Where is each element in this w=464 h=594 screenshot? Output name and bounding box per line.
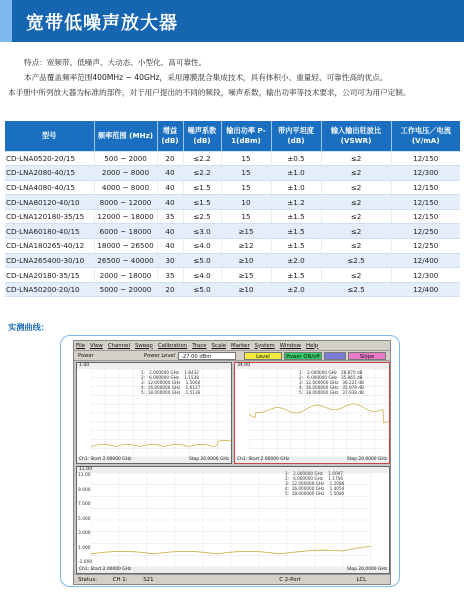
power-level-field[interactable]: -27.00 dBm	[178, 352, 236, 360]
table-header-cell: 输入输出驻波比 (VSWR)	[321, 121, 391, 151]
table-cell: ≤1.5	[183, 180, 221, 195]
table-cell: 4000 ~ 8000	[94, 180, 157, 195]
table-cell: 2000 ~ 8000	[94, 166, 157, 181]
table-cell: CD-LNA120180-35/15	[5, 209, 94, 224]
y-tick-label: -1.000	[78, 560, 93, 565]
table-cell: 12/150	[391, 151, 460, 166]
status-label: Status:	[78, 577, 97, 583]
chart-footer	[235, 457, 389, 463]
table-row	[5, 282, 460, 297]
table-row	[5, 253, 460, 268]
chart-gain-top	[234, 362, 390, 464]
y-tick-label: 11.00	[78, 473, 91, 478]
y-tick-label: 1.000	[78, 545, 91, 551]
table-cell: ≤2	[321, 224, 391, 239]
table-cell: CD-LNA0520-20/15	[5, 151, 94, 166]
start-label: Ch1: Start 2.00000 GHz	[79, 567, 132, 572]
table-cell: ≤3.0	[183, 224, 221, 239]
table-cell: CD-LNA180265-40/12	[5, 239, 94, 254]
table-header-cell: 噪声系数 (dB)	[183, 121, 221, 151]
table-header-cell: 工作电压／电流 (V/mA)	[391, 121, 460, 151]
marker-readout: 2: 6.000000 GHz 1.1538	[141, 375, 199, 380]
menu-item[interactable]: Sweep	[134, 342, 153, 349]
menu-item[interactable]: File	[76, 342, 86, 349]
table-cell: 10	[221, 195, 271, 210]
table-cell: 15	[221, 151, 271, 166]
marker-readout: 3: 12.000000 GHz 1.2086	[285, 481, 345, 486]
table-header-cell: 增益 (dB)	[157, 121, 183, 151]
table-cell: ≤4.0	[183, 239, 221, 254]
table-cell: ≤5.0	[183, 253, 221, 268]
table-cell: ±2.0	[271, 282, 321, 297]
table-cell: CD-LNA50200-20/10	[5, 282, 94, 297]
menu-item[interactable]: View	[90, 342, 103, 349]
y-tick-label: 7.000	[78, 502, 91, 507]
table-cell: 6000 ~ 18000	[94, 224, 157, 239]
table-cell: CD-LNA265400-30/10	[5, 253, 94, 268]
menu-item[interactable]: Window	[279, 342, 302, 349]
table-cell: ±1.0	[271, 166, 321, 181]
table-cell: ≤1.5	[183, 195, 221, 210]
table-cell: 12/150	[391, 195, 460, 210]
table-row	[5, 209, 460, 224]
chart-scale: 34.00	[235, 363, 389, 369]
table-row	[5, 151, 460, 166]
table-header-cell: 频率范围 (MHz)	[94, 121, 157, 151]
power-on-off-button[interactable]: Power ON/off	[284, 352, 322, 360]
marker-table	[285, 471, 344, 496]
table-cell: ≤2	[321, 180, 391, 195]
marker-readout: 1: 2.000000 GHz 1.6097	[285, 471, 343, 476]
table-cell: ≥12	[221, 239, 271, 254]
table-cell: ≥10	[221, 282, 271, 297]
table-row	[5, 268, 460, 283]
menu-item[interactable]: Marker	[231, 342, 250, 349]
power-level-label: Power Level	[144, 353, 176, 359]
table-row	[5, 180, 460, 195]
chart-footer	[77, 567, 389, 573]
menu-item[interactable]: System	[254, 342, 275, 349]
cal-label: C 2-Port	[279, 577, 301, 583]
title-bar	[0, 0, 464, 42]
start-label: Ch1: Start 2.00000 GHz	[237, 457, 290, 462]
stop-label: Stop 20.0000 GHz	[347, 457, 387, 462]
table-cell: ±1.5	[271, 209, 321, 224]
stop-label: Stop 20.0000 GHz	[347, 567, 387, 572]
table-header-cell: 型号	[5, 121, 94, 151]
table-cell: 12/150	[391, 209, 460, 224]
lcl-label: LCL	[356, 577, 367, 583]
table-row	[5, 166, 460, 181]
param-label: Power	[78, 353, 94, 359]
table-cell: ±1.0	[271, 180, 321, 195]
table-cell: 12/150	[391, 180, 460, 195]
table-cell: 12000 ~ 18000	[94, 209, 157, 224]
table-cell: CD-LNA2080-40/15	[5, 166, 94, 181]
param-value: S21	[143, 577, 154, 583]
marker-readout: 1: 2.000000 GHz 1.8432	[141, 370, 199, 375]
table-cell: ≤2.2	[183, 166, 221, 181]
chart-vswr-top	[76, 362, 232, 464]
marker-readout: 5: 18.000000 GHz 1.5136	[141, 390, 201, 395]
menu-item[interactable]: Channel	[107, 342, 130, 349]
table-cell: 40	[157, 195, 183, 210]
table-cell: 12/300	[391, 268, 460, 283]
table-cell: ≤2	[321, 151, 391, 166]
level-button[interactable]: Level	[244, 352, 282, 360]
table-cell: ±1.5	[271, 239, 321, 254]
y-tick-label: 3.000	[78, 531, 91, 536]
table-cell: CD-LNA20180-35/15	[5, 268, 94, 283]
stop-label: Stop 20.0000 GHz	[189, 457, 229, 462]
curves-label: 实测曲线：	[8, 322, 49, 332]
table-cell: 15	[221, 180, 271, 195]
table-cell: 12/400	[391, 282, 460, 297]
menu-bar	[74, 341, 391, 351]
table-header-cell: 带内平坦度 (dB)	[271, 121, 321, 151]
table-cell: 30	[157, 253, 183, 268]
table-cell: CD-LNA4080-40/15	[5, 180, 94, 195]
chart-footer	[77, 457, 231, 463]
table-cell: 12/250	[391, 224, 460, 239]
table-cell: ≤4.0	[183, 268, 221, 283]
table-cell: 20	[157, 151, 183, 166]
table-cell: ≤2	[321, 166, 391, 181]
paragraph-1: 本产品覆盖频率范围400MHz ~ 40GHz，采用薄膜混合集成技术，具有体积小、重量轻、可靠性高的优点。	[24, 73, 388, 82]
marker-table	[141, 370, 200, 395]
menu-item[interactable]: Calibration	[157, 342, 188, 349]
table-cell: ≤2	[321, 268, 391, 283]
title-accent	[0, 0, 12, 42]
table-cell: ±0.5	[271, 151, 321, 166]
y-tick-label: 9.000	[78, 487, 91, 493]
table-cell: 35	[157, 268, 183, 283]
table-row	[5, 195, 460, 210]
table-cell: 12/250	[391, 239, 460, 254]
marker-table	[299, 370, 364, 395]
table-cell: 500 ~ 2000	[94, 151, 157, 166]
table-body	[5, 151, 460, 297]
table-cell: 5000 ~ 20000	[94, 282, 157, 297]
features-line: 特点：宽频带、低噪声、大动态、小型化、高可靠性。	[24, 58, 207, 67]
table-cell: 40	[157, 224, 183, 239]
marker-readout: 4: 16.000000 GHz 1.6127	[141, 385, 201, 390]
table-cell: ≤2	[321, 195, 391, 210]
table-cell: 40	[157, 180, 183, 195]
table-cell: ≥10	[221, 253, 271, 268]
table-cell: 15	[221, 209, 271, 224]
table-cell: ≤2	[321, 239, 391, 254]
menu-item[interactable]: Help	[306, 342, 319, 349]
table-cell: 40	[157, 239, 183, 254]
status-bar	[74, 574, 391, 584]
menu-item[interactable]: Trace	[192, 342, 207, 349]
table-cell: ±2.0	[271, 253, 321, 268]
table-cell: ≤2.5	[183, 209, 221, 224]
table-cell: ≤2.5	[321, 282, 391, 297]
table-cell: ±1.5	[271, 224, 321, 239]
table-cell: 12/400	[391, 253, 460, 268]
table-cell: 35	[157, 209, 183, 224]
spec-table	[5, 121, 460, 297]
marker-readout: 5: 18.000000 GHz 37.938 dB	[299, 390, 364, 395]
table-header-row	[5, 121, 460, 151]
marker-readout: 2: 6.000000 GHz 35.865 dB	[299, 375, 363, 380]
chart-vswr-bottom	[76, 466, 390, 574]
marker-readout: 4: 16.000000 GHz 35.979 dB	[299, 385, 364, 390]
marker-readout: 2: 6.000000 GHz 1.1756	[285, 476, 343, 481]
marker-readout: 5: 18.000000 GHz 1.5085	[285, 491, 345, 496]
menu-item[interactable]: Scale	[211, 342, 227, 349]
channel-label: CH 1:	[112, 577, 128, 583]
color-button[interactable]	[324, 352, 346, 360]
table-cell: ±1.2	[271, 195, 321, 210]
table-cell: ≤2.2	[183, 151, 221, 166]
table-cell: 26500 ~ 40000	[94, 253, 157, 268]
page-title: 宽带低噪声放大器	[26, 13, 178, 34]
marker-readout: 1: 2.000000 GHz 28.870 dB	[299, 370, 363, 375]
table-cell: 20	[157, 282, 183, 297]
start-label: Ch1: Start 2.00000 GHz	[79, 457, 132, 462]
y-tick-label: 5.000	[78, 516, 91, 522]
chart-scale: 11.00	[77, 467, 389, 473]
slope-button[interactable]: Slope	[348, 352, 386, 360]
chart-scale: 1.00	[77, 363, 231, 369]
table-header-cell: 输出功率 P-1(dBm)	[221, 121, 271, 151]
table-cell: ≤2	[321, 209, 391, 224]
table-cell: ≥15	[221, 268, 271, 283]
table-cell: ≥15	[221, 224, 271, 239]
table-cell: 18000 ~ 26500	[94, 239, 157, 254]
table-cell: ≤5.0	[183, 282, 221, 297]
paragraph-2: 本手册中所列放大器为标准的部件，对于用户提出的不同的频段，噪声系数，输出功率等技术要求，公司可为用户定制。	[8, 88, 411, 97]
table-cell: 40	[157, 166, 183, 181]
table-cell: CD-LNA80120-40/10	[5, 195, 94, 210]
table-row	[5, 224, 460, 239]
table-row	[5, 239, 460, 254]
marker-readout: 3: 12.000000 GHz 36.221 dB	[299, 380, 364, 385]
table-cell: ±1.5	[271, 268, 321, 283]
intro	[8, 55, 456, 100]
table-cell: 12/300	[391, 166, 460, 181]
network-analyzer-screenshot	[73, 340, 391, 585]
table-cell: 15	[221, 166, 271, 181]
table-cell: ≤2.5	[321, 253, 391, 268]
table-cell: 8000 ~ 12000	[94, 195, 157, 210]
toolbar	[74, 351, 391, 361]
marker-readout: 3: 12.000000 GHz 1.5060	[141, 380, 201, 385]
table-cell: 2000 ~ 18000	[94, 268, 157, 283]
marker-readout: 4: 16.000000 GHz 1.4054	[285, 486, 345, 491]
table-cell: CD-LNA60180-40/15	[5, 224, 94, 239]
